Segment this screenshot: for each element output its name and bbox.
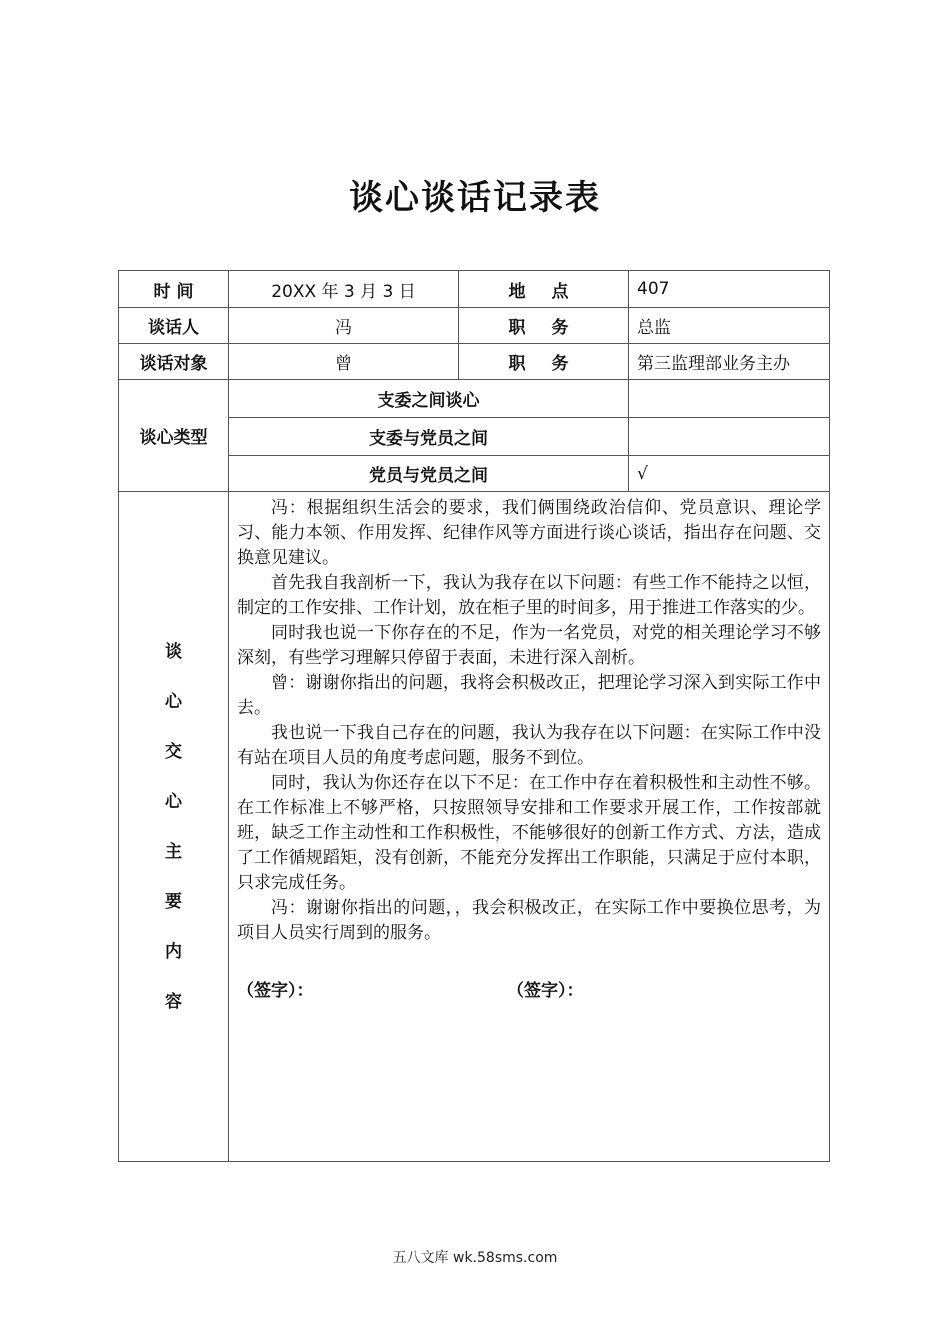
content-label-char: 心 [165, 791, 182, 812]
content-paragraph: 冯：谢谢你指出的问题，，我会积极改正，在实际工作中要换位思考，为项目人员实行周到的服务。 [237, 898, 821, 943]
content-paragraph: 同时，我认为你还存在以下不足：在工作中存在着积极性和主动性不够。在工作标准上不够严格，只按照领导安排和工作要求开展工作，工作按部就班，缺乏工作主动性和工作积极性，不能够很好的创新工作方式、方法，造成了工作循规蹈矩，没有创新，不能充分发挥出工作职能，只满足于应付本职，只求完成任务。 [237, 773, 821, 893]
content-label-char: 交 [165, 741, 182, 762]
target-duty-value: 第三监理部业务主办 [629, 344, 830, 380]
speaker-label: 谈话人 [119, 308, 229, 344]
speaker-value: 冯 [229, 308, 459, 344]
speaker-duty-value: 总监 [629, 308, 830, 344]
content-paragraph: 我也说一下我自己存在的问题，我认为我存在以下问题：在实际工作中没有站在项目人员的角度考虑问题，服务不到位。 [237, 723, 821, 768]
target-value: 曾 [229, 344, 459, 380]
type-option-label: 支委与党员之间 [229, 418, 629, 456]
type-row-1 [119, 380, 830, 418]
document-title: 谈心谈话记录表 [349, 178, 601, 218]
record-table [118, 270, 830, 1162]
content-paragraph: 曾：谢谢你指出的问题，我将会积极改正，把理论学习深入到实际工作中去。 [237, 673, 821, 718]
type-label: 谈心类型 [119, 380, 229, 492]
content-row [119, 492, 830, 1162]
content-paragraph: 同时我也说一下你存在的不足，作为一名党员，对党的相关理论学习不够深刻，有些学习理解只停留于表面，未进行深入剖析。 [237, 623, 821, 668]
type-option-label: 支委之间谈心 [229, 380, 629, 418]
time-label: 时 间 [119, 271, 229, 308]
place-value: 407 [629, 271, 830, 308]
row-target [119, 344, 830, 380]
content-label-char: 主 [165, 841, 182, 862]
content-label [119, 492, 229, 1162]
row-speaker [119, 308, 830, 344]
content-body [229, 492, 830, 1162]
content-label-char: 谈 [165, 641, 182, 662]
signature-left: （签字）： [237, 981, 314, 1001]
content-label-char: 心 [165, 691, 182, 712]
content-label-char: 容 [165, 991, 182, 1012]
target-duty-label: 职 务 [459, 344, 629, 380]
type-option-mark [629, 418, 830, 456]
content-label-char: 内 [165, 941, 182, 962]
signature-right: （签字）： [507, 981, 584, 1001]
content-paragraph: 首先我自我剖析一下，我认为我存在以下问题：有些工作不能持之以恒，制定的工作安排、工作计划，放在柜子里的时间多，用于推进工作落实的少。 [237, 573, 821, 618]
footer-watermark: 五八文库 wk.58sms.com [392, 1250, 558, 1266]
place-label: 地 点 [459, 271, 629, 308]
target-label: 谈话对象 [119, 344, 229, 380]
content-label-char: 要 [165, 891, 182, 912]
time-value: 20XX 年 3 月 3 日 [229, 271, 459, 308]
content-paragraph: 冯：根据组织生活会的要求，我们俩围绕政治信仰、党员意识、理论学习、能力本领、作用发挥、纪律作风等方面进行谈心谈话，指出存在问题、交换意见建议。 [237, 498, 821, 568]
speaker-duty-label: 职 务 [459, 308, 629, 344]
row-time-place [119, 271, 830, 308]
type-option-mark: √ [629, 456, 830, 492]
signature-row [237, 976, 821, 1001]
type-option-label: 党员与党员之间 [229, 456, 629, 492]
type-option-mark [629, 380, 830, 418]
